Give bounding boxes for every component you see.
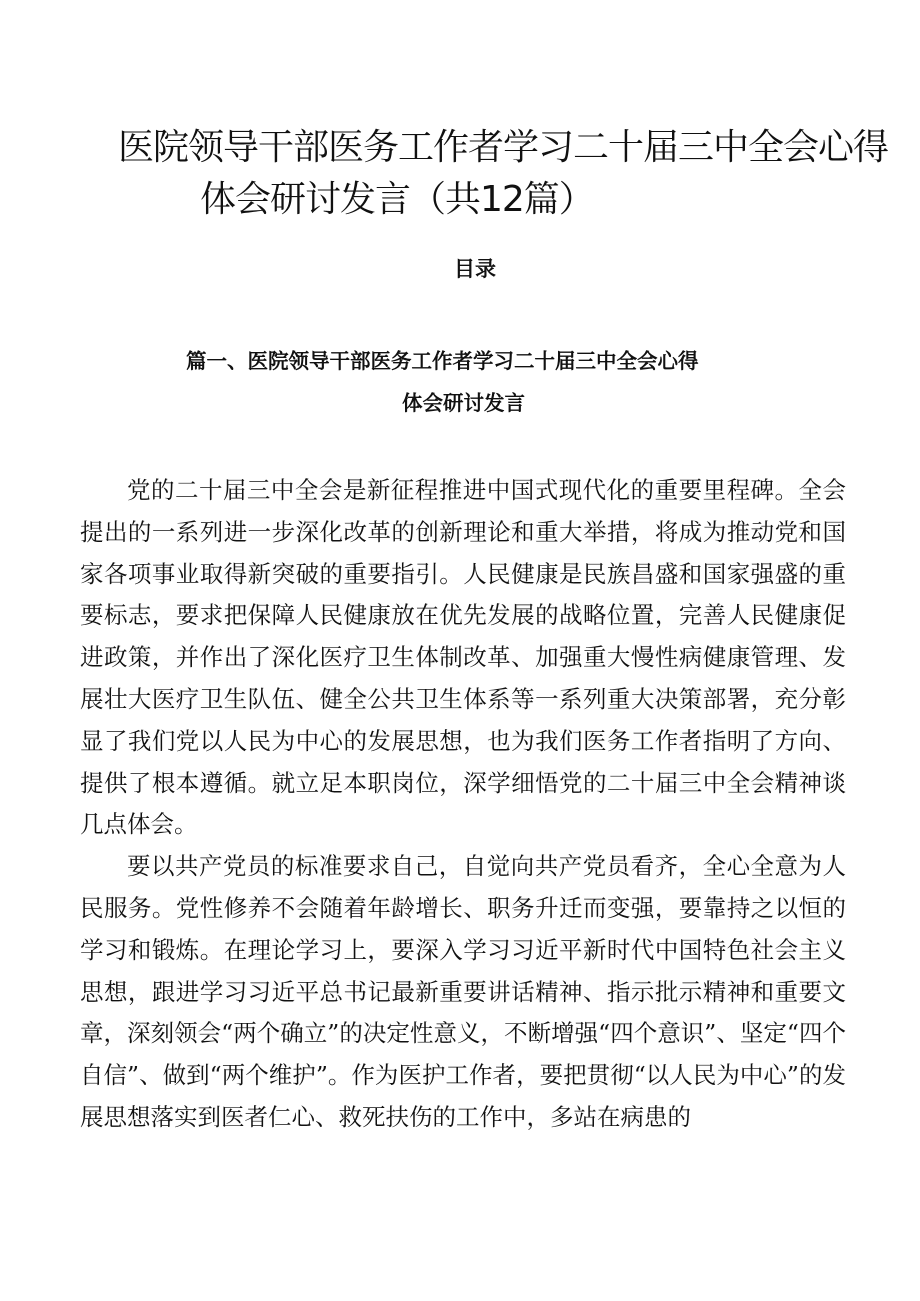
section-heading	[110, 340, 850, 424]
body-paragraph-2: 要以共产党员的标准要求自己，自觉向共产党员看齐，全心全意为人民服务。党性修养不会随着年龄增长、职务升迁而变强，要靠持之以恒的学习和锻炼。在理论学习上，要深入学习习近平新时代中国特色社会主义思想，跟进学习习近平总书记最新重要讲话精神、指示批示精神和重要文章，深刻领会“两个确立”的决定性意义，不断增强“四个意识”、坚定“四个自信”、做到“两个维护”。作为医护工作者，要把贯彻“以人民为中心”的发展思想落实到医者仁心、救死扶伤的工作中，多站在病患的	[80, 852, 846, 1131]
section-heading-line-2: 体会研讨发言	[402, 391, 525, 415]
body-paragraph-1: 党的二十届三中全会是新征程推进中国式现代化的重要里程碑。全会提出的一系列进一步深化改革的创新理论和重大举措，将成为推动党和国家各项事业取得新突破的重要指引。人民健康是民族昌盛和国家强盛的重要标志，要求把保障人民健康放在优先发展的战略位置，完善人民健康促进政策，并作出了深化医疗卫生体制改革、加强重大慢性病健康管理、发展壮大医疗卫生队伍、健全公共卫生体系等一系列重大决策部署，充分彰显了我们党以人民为中心的发展思想，也为我们医务工作者指明了方向、提供了根本遵循。就立足本职岗位，深学细悟党的二十届三中全会精神谈几点体会。	[80, 476, 846, 839]
section-body	[80, 470, 846, 1139]
document-title	[90, 122, 889, 226]
document-title-line-2: 体会研讨发言（共12篇）	[200, 179, 594, 220]
document-title-line-1: 医院领导干部医务工作者学习二十届三中全会心得	[118, 127, 889, 168]
table-of-contents-label: 目录	[454, 257, 496, 281]
section-heading-line-1: 篇一、医院领导干部医务工作者学习二十届三中全会心得	[186, 349, 699, 373]
